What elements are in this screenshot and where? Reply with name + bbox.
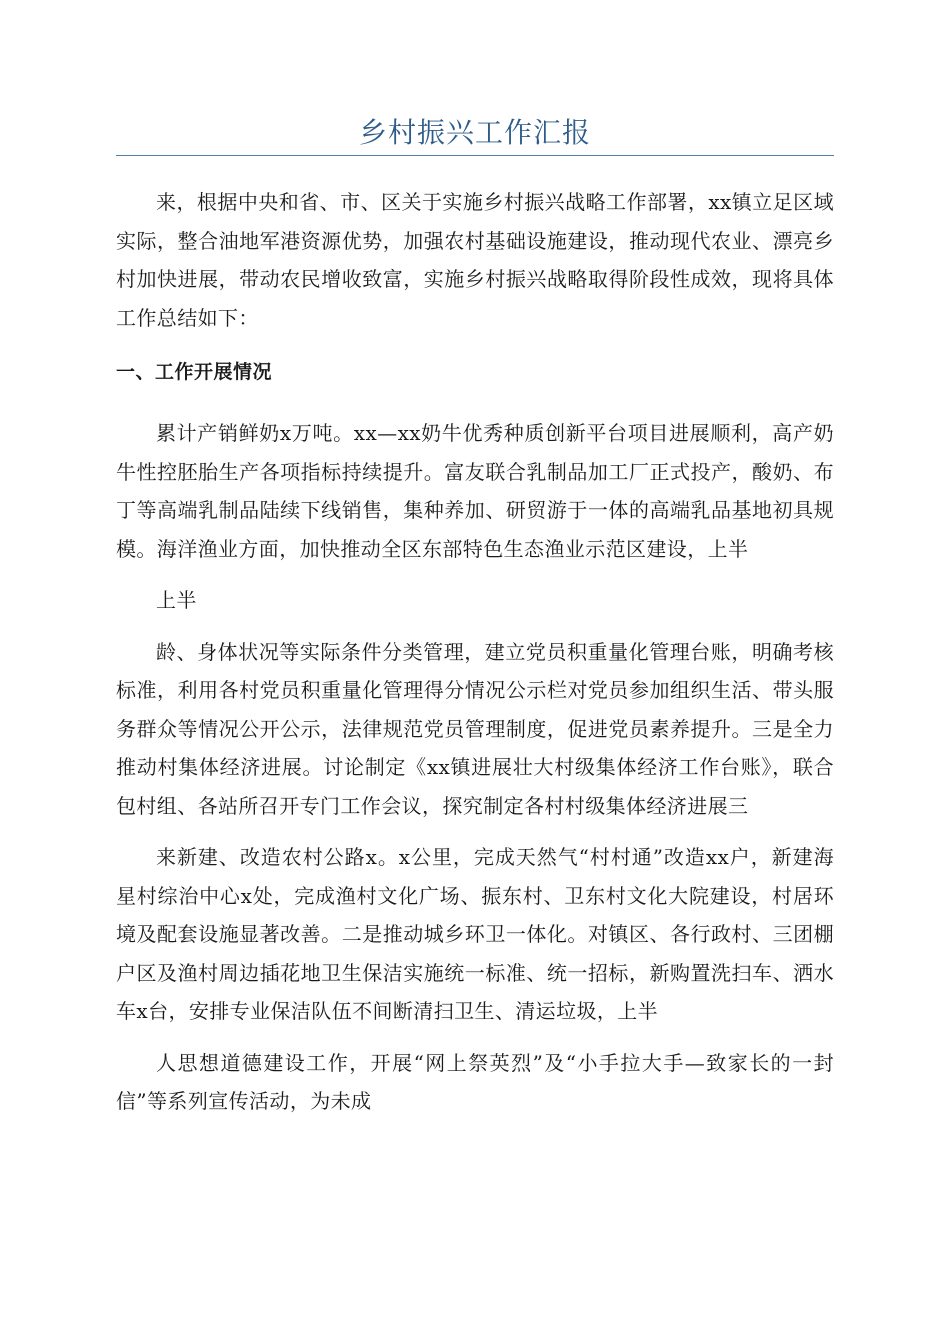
document-page <box>116 0 834 1121</box>
body-paragraph-3: 龄、身体状况等实际条件分类管理，建立党员积重量化管理台账，明确考核标准，利用各村党员积重量化管理得分情况公示栏对党员参加组织生活、带头服务群众等情况公开公示，法律规范党员管理制度，促进党员素养提升。三是全力推动村集体经济进展。讨论制定《xx镇进展壮大村级集体经济工作台账》，联合包村组、各站所召开专门工作会议，探究制定各村村级集体经济进展三 <box>116 639 834 818</box>
body-paragraph-1: 累计产销鲜奶x万吨。xx—xx奶牛优秀种质创新平台项目进展顺利，高产奶牛性控胚胎生产各项指标持续提升。富友联合乳制品加工厂正式投产，酸奶、布丁等高端乳制品陆续下线销售，集种养加、研贸游于一体的高端乳品基地初具规模。海洋渔业方面，加快推动全区东部特色生态渔业示范区建设，上半 <box>116 421 834 561</box>
title-underline <box>116 155 834 156</box>
document-title: 乡村振兴工作汇报 <box>358 116 591 149</box>
intro-paragraph: 来，根据中央和省、市、区关于实施乡村振兴战略工作部署，xx镇立足区域实际，整合油地军港资源优势，加强农村基础设施建设，推动现代农业、漂亮乡村加快进展，带动农民增收致富，实施乡村振兴战略取得阶段性成效，现将具体工作总结如下： <box>116 190 834 330</box>
body-paragraph-2: 上半 <box>156 588 197 612</box>
body-paragraph-5: 人思想道德建设工作，开展“网上祭英烈”及“小手拉大手—致家长的一封信”等系列宣传活动，为未成 <box>116 1050 834 1113</box>
body-paragraph-4: 来新建、改造农村公路x。x公里，完成天然气“村村通”改造xx户，新建海星村综治中心x处，完成渔村文化广场、振东村、卫东村文化大院建设，村居环境及配套设施显著改善。二是推动城乡环卫一体化。对镇区、各行政村、三团棚户区及渔村周边插花地卫生保洁实施统一标准、统一招标，新购置洗扫车、洒水车x台，安排专业保洁队伍不间断清扫卫生、清运垃圾，上半 <box>116 845 834 1023</box>
section-heading: 一、工作开展情况 <box>116 361 273 383</box>
